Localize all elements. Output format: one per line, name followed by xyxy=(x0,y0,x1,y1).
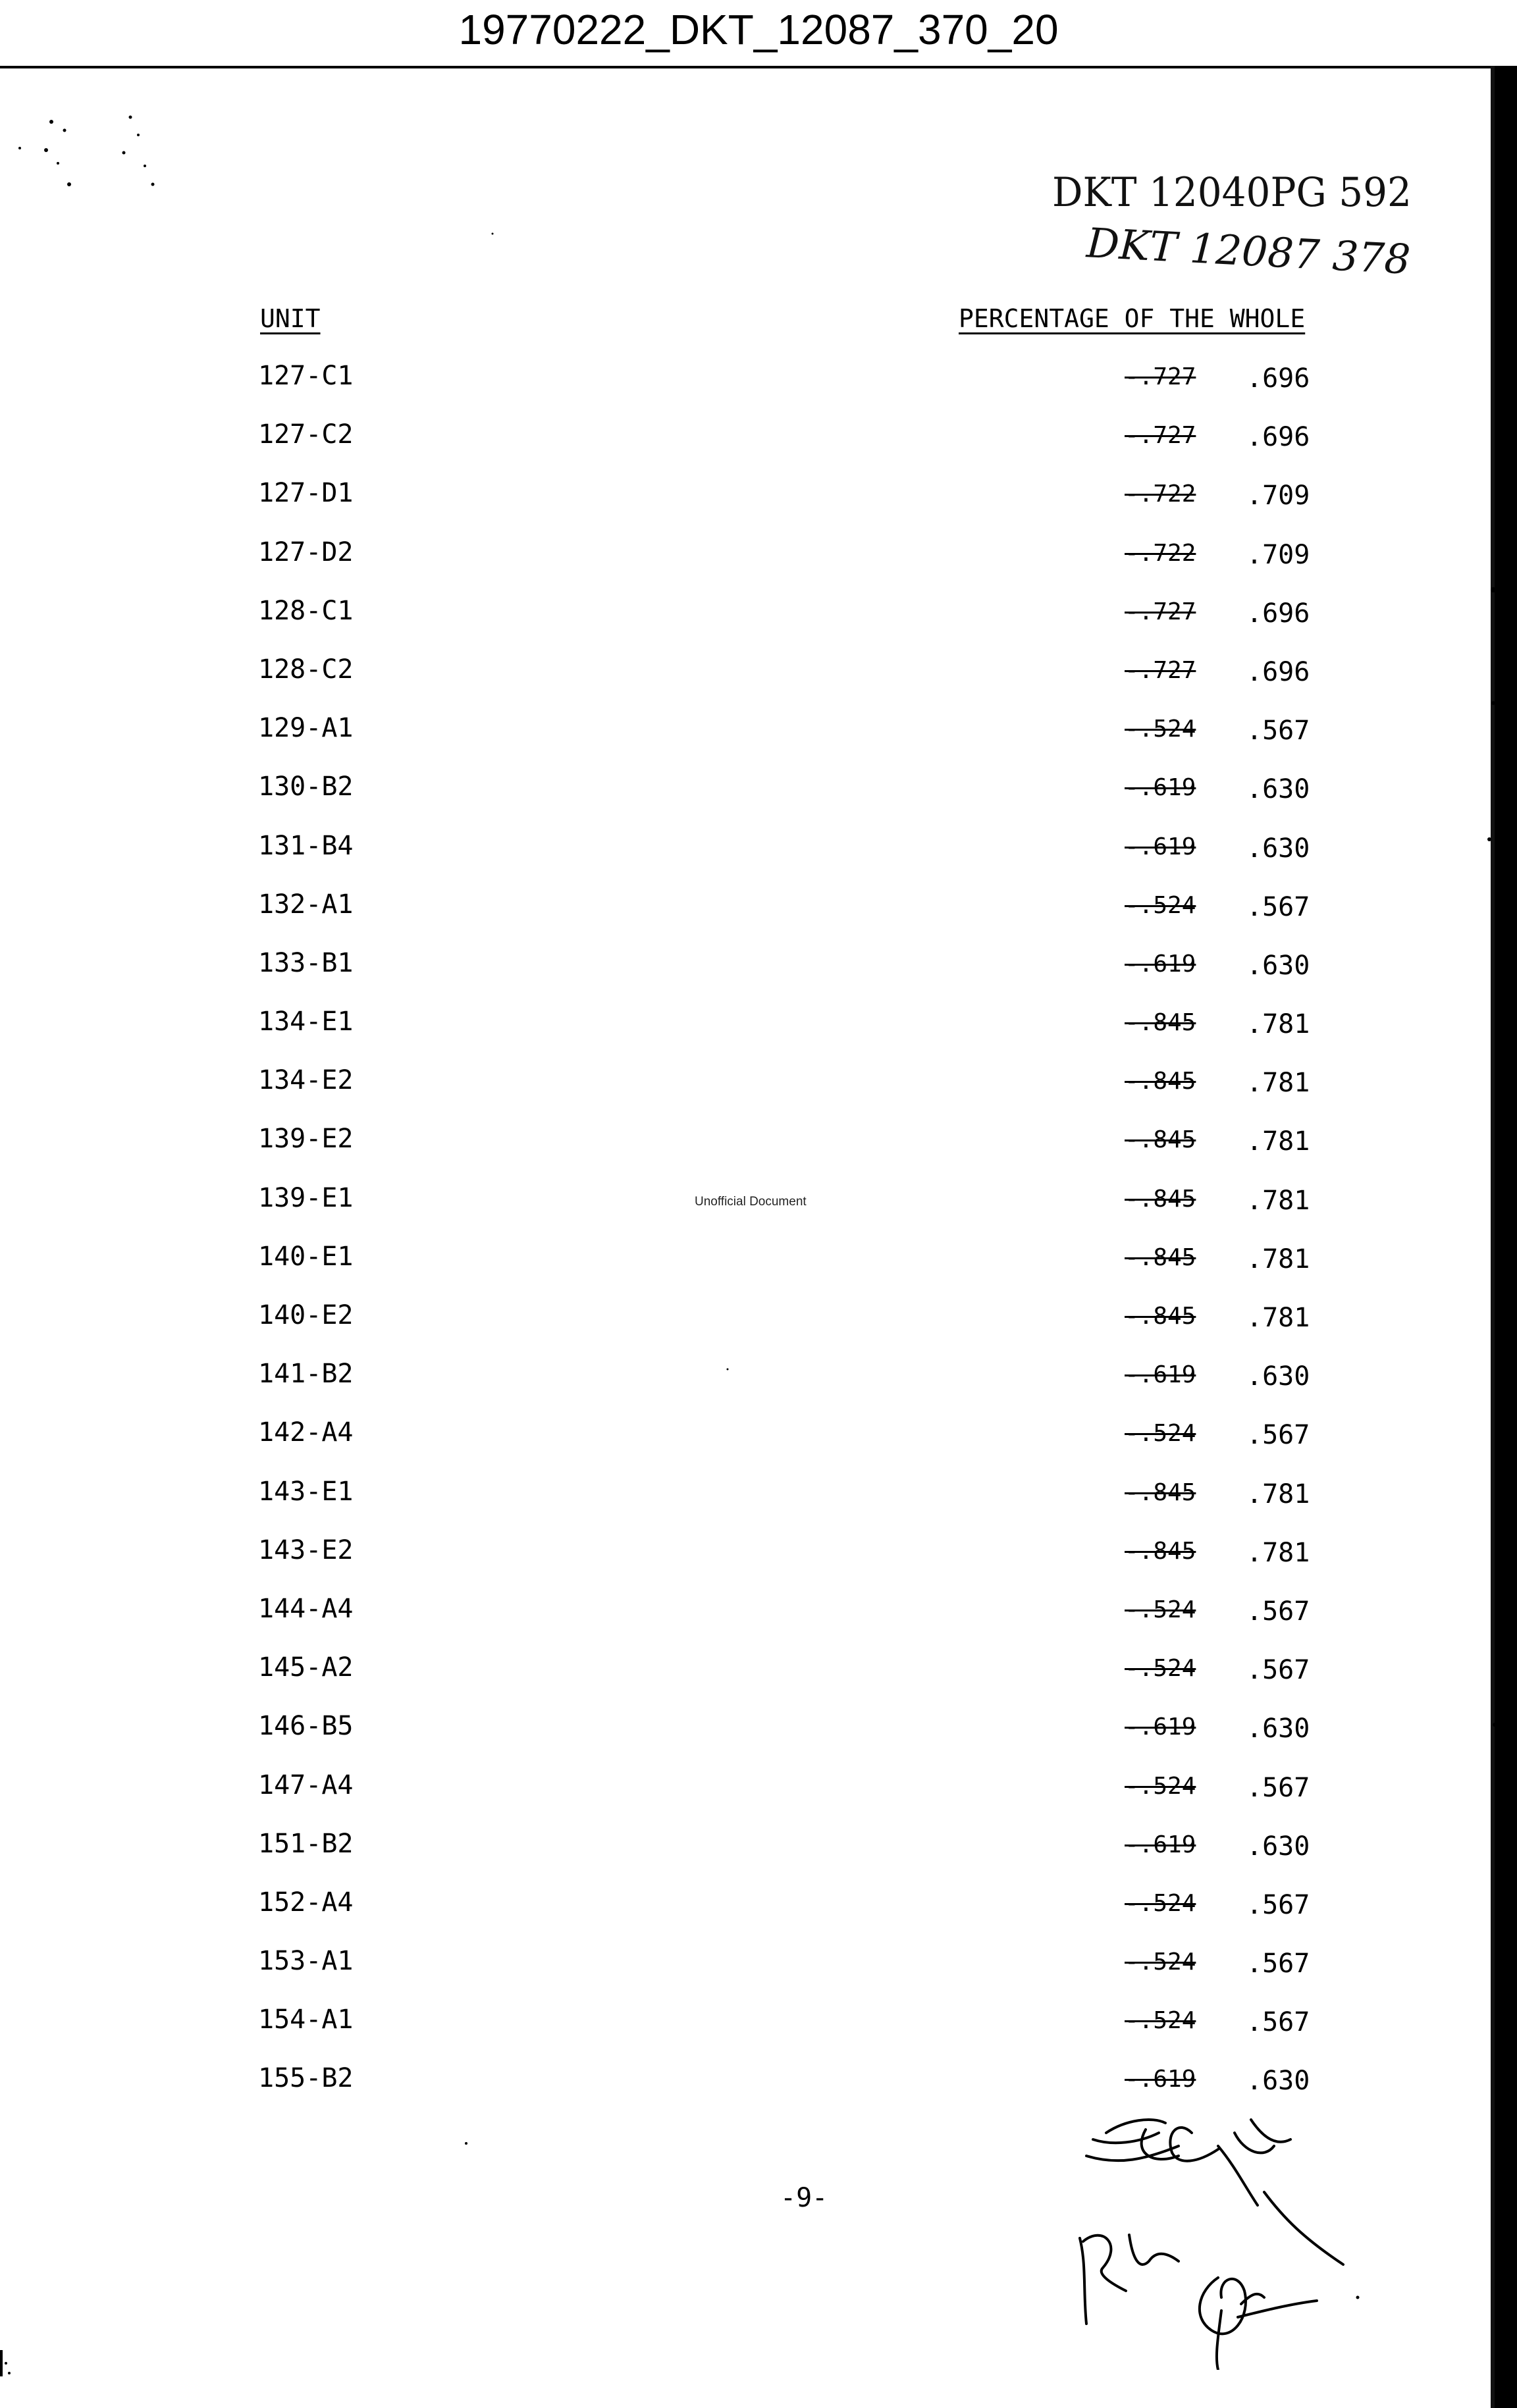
unit-cell: 140-E2 xyxy=(258,1300,354,1330)
struck-percentage-cell: -.524 xyxy=(1125,2007,1196,2035)
table-row xyxy=(0,1887,1495,1946)
percentage-cell: .781 xyxy=(1246,1126,1310,1157)
table-row xyxy=(0,889,1495,948)
percentage-cell: .781 xyxy=(1246,1479,1310,1509)
struck-percentage-cell: -.524 xyxy=(1125,716,1196,743)
struck-percentage-cell: -.845 xyxy=(1125,1243,1196,1271)
percentage-cell: .567 xyxy=(1246,1596,1310,1627)
struck-percentage-cell: -.845 xyxy=(1125,1185,1196,1213)
percentage-cell: .630 xyxy=(1246,2066,1310,2097)
struck-percentage-cell: -.524 xyxy=(1125,1655,1196,1683)
percentage-cell: .781 xyxy=(1246,1303,1310,1333)
document-title: 19770222_DKT_12087_370_20 xyxy=(458,6,1059,53)
unit-cell: 141-B2 xyxy=(258,1359,354,1390)
page-right-border xyxy=(1495,66,1517,2408)
table-row xyxy=(0,478,1495,537)
unit-cell: 129-A1 xyxy=(258,713,354,744)
unit-column-header: UNIT xyxy=(260,304,321,333)
docket-stamp-original: DKT 12040PG 592 xyxy=(1052,169,1412,216)
percentage-cell: .781 xyxy=(1246,1068,1310,1099)
table-row xyxy=(0,1770,1495,1829)
percentage-cell: .709 xyxy=(1246,539,1310,570)
unit-percentage-table xyxy=(0,361,1495,2122)
unit-cell: 133-B1 xyxy=(258,947,354,978)
struck-percentage-cell: -.619 xyxy=(1125,774,1196,802)
unit-cell: 139-E1 xyxy=(258,1182,354,1213)
percentage-cell: .781 xyxy=(1246,1243,1310,1274)
unit-cell: 143-E1 xyxy=(258,1476,354,1507)
handwritten-initials xyxy=(1067,2093,1435,2370)
table-row xyxy=(0,1829,1495,1887)
struck-percentage-cell: -.845 xyxy=(1125,1479,1196,1506)
unit-cell: 127-D1 xyxy=(258,478,354,509)
struck-percentage-cell: -.524 xyxy=(1125,891,1196,919)
unit-cell: 153-A1 xyxy=(258,1946,354,1977)
struck-percentage-cell: -.619 xyxy=(1125,2066,1196,2093)
unit-cell: 132-A1 xyxy=(258,889,354,920)
unit-cell: 142-A4 xyxy=(258,1417,354,1448)
table-row xyxy=(0,831,1495,889)
percentage-cell: .567 xyxy=(1246,716,1310,746)
table-row xyxy=(0,948,1495,1007)
unit-cell: 130-B2 xyxy=(258,772,354,802)
table-row xyxy=(0,1124,1495,1182)
struck-percentage-cell: -.727 xyxy=(1125,363,1196,390)
struck-percentage-cell: -.845 xyxy=(1125,1126,1196,1154)
table-row xyxy=(0,419,1495,478)
percentage-cell: .696 xyxy=(1246,422,1310,453)
unit-cell: 131-B4 xyxy=(258,830,354,861)
table-row xyxy=(0,1183,1495,1242)
struck-percentage-cell: -.845 xyxy=(1125,1303,1196,1330)
table-row xyxy=(0,1711,1495,1769)
unit-cell: 139-E2 xyxy=(258,1124,354,1155)
unit-cell: 155-B2 xyxy=(258,2063,354,2094)
percentage-cell: .781 xyxy=(1246,1537,1310,1568)
table-row xyxy=(0,1652,1495,1711)
table-row xyxy=(0,1359,1495,1417)
percentage-cell: .567 xyxy=(1246,1420,1310,1451)
page-top-border xyxy=(0,66,1495,68)
percentage-cell: .567 xyxy=(1246,1889,1310,1920)
unit-cell: 127-D2 xyxy=(258,537,354,567)
docket-stamp-revised: DKT 12087 378 xyxy=(1085,219,1412,284)
struck-percentage-cell: -.619 xyxy=(1125,1831,1196,1858)
struck-percentage-cell: -.727 xyxy=(1125,656,1196,684)
percentage-column-header: PERCENTAGE OF THE WHOLE xyxy=(959,304,1306,333)
unit-cell: 145-A2 xyxy=(258,1652,354,1683)
struck-percentage-cell: -.524 xyxy=(1125,1949,1196,1976)
percentage-cell: .630 xyxy=(1246,1714,1310,1744)
table-row xyxy=(0,713,1495,772)
percentage-cell: .696 xyxy=(1246,363,1310,394)
table-row xyxy=(0,654,1495,713)
unit-cell: 127-C2 xyxy=(258,419,354,450)
page-number: -9- xyxy=(780,2183,828,2213)
table-row xyxy=(0,1535,1495,1594)
percentage-cell: .709 xyxy=(1246,481,1310,511)
unit-cell: 154-A1 xyxy=(258,2004,354,2035)
struck-percentage-cell: -.619 xyxy=(1125,1361,1196,1389)
percentage-cell: .630 xyxy=(1246,774,1310,805)
struck-percentage-cell: -.845 xyxy=(1125,1068,1196,1095)
struck-percentage-cell: -.524 xyxy=(1125,1596,1196,1623)
percentage-cell: .630 xyxy=(1246,1361,1310,1392)
struck-percentage-cell: -.524 xyxy=(1125,1772,1196,1800)
table-row xyxy=(0,1300,1495,1359)
unit-cell: 152-A4 xyxy=(258,1887,354,1918)
percentage-cell: .567 xyxy=(1246,2007,1310,2038)
table-row xyxy=(0,1065,1495,1124)
struck-percentage-cell: -.727 xyxy=(1125,598,1196,625)
struck-percentage-cell: -.845 xyxy=(1125,1537,1196,1565)
table-row xyxy=(0,772,1495,830)
struck-percentage-cell: -.845 xyxy=(1125,1009,1196,1037)
percentage-cell: .696 xyxy=(1246,598,1310,629)
percentage-cell: .567 xyxy=(1246,1949,1310,1979)
percentage-cell: .630 xyxy=(1246,833,1310,864)
struck-percentage-cell: -.619 xyxy=(1125,950,1196,978)
table-row xyxy=(0,1417,1495,1476)
percentage-cell: .567 xyxy=(1246,1655,1310,1686)
struck-percentage-cell: -.619 xyxy=(1125,1714,1196,1741)
struck-percentage-cell: -.524 xyxy=(1125,1889,1196,1917)
unit-cell: 151-B2 xyxy=(258,1828,354,1859)
table-row xyxy=(0,596,1495,654)
unit-cell: 134-E1 xyxy=(258,1007,354,1037)
table-row xyxy=(0,1242,1495,1300)
scan-edge-mark xyxy=(0,2350,13,2403)
table-row xyxy=(0,537,1495,596)
struck-percentage-cell: -.619 xyxy=(1125,833,1196,860)
table-row xyxy=(0,1477,1495,1535)
unit-cell: 143-E2 xyxy=(258,1534,354,1565)
percentage-cell: .781 xyxy=(1246,1009,1310,1040)
struck-percentage-cell: -.524 xyxy=(1125,1420,1196,1448)
struck-percentage-cell: -.722 xyxy=(1125,539,1196,567)
unit-cell: 134-E2 xyxy=(258,1065,354,1096)
table-row xyxy=(0,1946,1495,2004)
table-row xyxy=(0,1007,1495,1065)
struck-percentage-cell: -.722 xyxy=(1125,481,1196,508)
percentage-cell: .567 xyxy=(1246,1772,1310,1803)
watermark-text: Unofficial Document xyxy=(695,1195,807,1209)
table-row xyxy=(0,2004,1495,2063)
percentage-cell: .567 xyxy=(1246,891,1310,922)
table-row xyxy=(0,361,1495,419)
unit-cell: 144-A4 xyxy=(258,1593,354,1624)
unit-cell: 128-C1 xyxy=(258,595,354,626)
percentage-cell: .781 xyxy=(1246,1185,1310,1216)
percentage-cell: .630 xyxy=(1246,950,1310,981)
unit-cell: 128-C2 xyxy=(258,654,354,685)
percentage-cell: .696 xyxy=(1246,656,1310,687)
unit-cell: 147-A4 xyxy=(258,1769,354,1800)
table-row xyxy=(0,1594,1495,1652)
unit-cell: 146-B5 xyxy=(258,1711,354,1742)
unit-cell: 127-C1 xyxy=(258,361,354,391)
unit-cell: 140-E1 xyxy=(258,1241,354,1272)
percentage-cell: .630 xyxy=(1246,1831,1310,1862)
struck-percentage-cell: -.727 xyxy=(1125,422,1196,450)
